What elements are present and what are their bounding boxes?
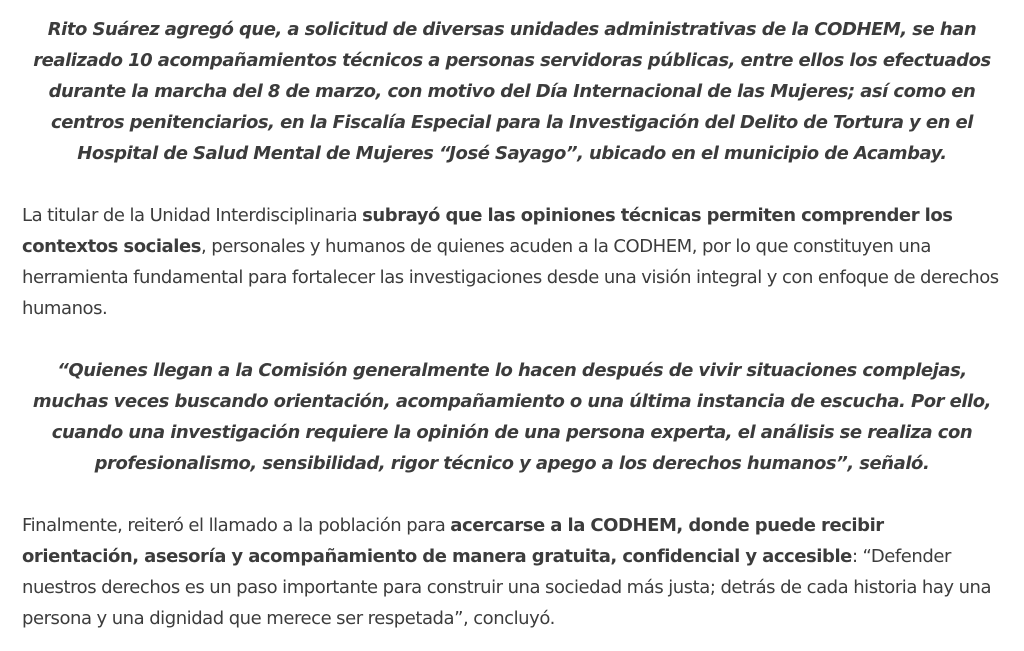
article-quote: “Quienes llegan a la Comisión generalmente lo hacen después de vivir situaciones complejas, muchas veces buscando orientación, acompañamiento o una última instancia de escucha. Por ello, cuando una investigación requiere la opinión de una persona experta, el análisis se realiza con profesionalismo, sensibilidad, rigor técnico y apego a los derechos humanos”, señaló. [32,360,992,474]
paragraph-spacer [22,479,1002,510]
article-paragraph-2 [22,200,1002,324]
article-paragraph-1: Rito Suárez agregó que, a solicitud de diversas unidades administrativas de la CODHEM, se han realizado 10 acompañamientos técnicos a personas servidoras públicas, entre ellos los efectuados durante la marcha del 8 de marzo, con motivo del Día Internacional de las Mujeres; así como en centros penitenciarios, en la Fiscalía Especial para la Investigación del Delito de Tortura y en el Hospital de Salud Mental de Mujeres “José Sayago”, ubicado en el municipio de Acambay. [33,19,991,164]
paragraph-spacer [22,169,1002,200]
paragraph-text: , personales y humanos de quienes acuden a la CODHEM, por lo que constituyen una herramienta fundamental para fortalecer las investigaciones desde una visión integral y con enfoque de derechos humanos. [22,236,999,319]
paragraph-text: : “Defender nuestros derechos es un paso importante para construir una sociedad más justa; detrás de cada historia hay una persona y una dignidad que merece ser respetada”, concluyó. [22,546,992,629]
paragraph-text: La titular de la Unidad Interdisciplinaria [22,205,363,226]
article-paragraph-4 [22,510,1002,634]
paragraph-text: Finalmente, reiteró el llamado a la población para [22,515,451,536]
paragraph-spacer [22,324,1002,355]
paragraph-emphasis: acercarse a la CODHEM, donde puede recibir orientación, asesoría y acompañamiento de manera gratuita, confidencial y accesible [22,515,884,567]
paragraph-emphasis: subrayó que las opiniones técnicas permiten comprender los contextos sociales [22,205,953,257]
